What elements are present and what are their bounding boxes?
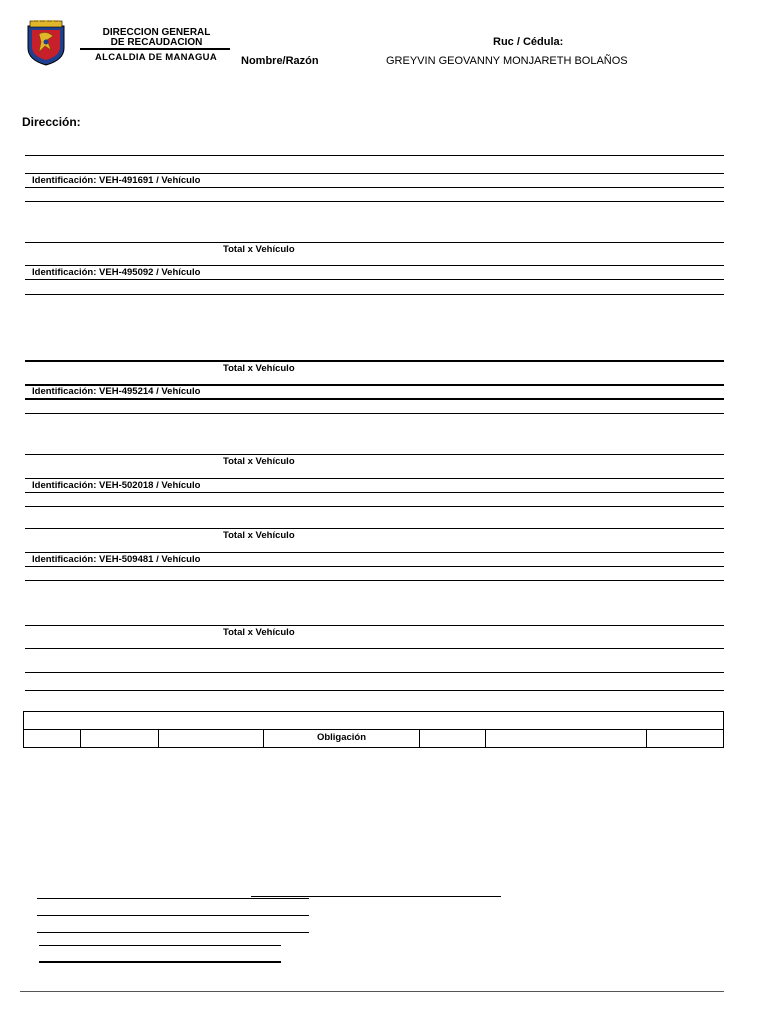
header-divider bbox=[80, 48, 230, 50]
divider-line bbox=[25, 528, 724, 529]
obligations-table bbox=[23, 711, 724, 748]
divider-line bbox=[25, 265, 724, 266]
managua-crest-icon bbox=[25, 20, 67, 66]
divider-line bbox=[25, 201, 724, 202]
vehicle-identification: Identificación: VEH-495092 / Vehículo bbox=[32, 267, 201, 278]
divider-line bbox=[25, 413, 724, 414]
vehicle-total-label: Total x Vehículo bbox=[223, 530, 295, 541]
divider-line bbox=[25, 155, 724, 156]
divider-line bbox=[25, 478, 724, 479]
table-cell bbox=[486, 730, 647, 748]
org-line-3: ALCALDIA DE MANAGUA bbox=[95, 52, 217, 63]
divider-line bbox=[25, 173, 724, 174]
footer-divider bbox=[20, 991, 724, 992]
table-cell bbox=[647, 730, 723, 748]
divider-line bbox=[25, 454, 724, 455]
signature-line bbox=[251, 896, 501, 897]
signature-line bbox=[37, 915, 309, 916]
divider-line bbox=[25, 580, 724, 581]
divider-line bbox=[25, 492, 724, 493]
vehicle-total-label: Total x Vehículo bbox=[223, 363, 295, 374]
vehicle-identification: Identificación: VEH-491691 / Vehículo bbox=[32, 175, 201, 186]
org-line-2: DE RECAUDACION bbox=[110, 37, 203, 48]
address-label: Dirección: bbox=[22, 115, 81, 129]
vehicle-total-label: Total x Vehículo bbox=[223, 456, 295, 467]
name-label: Nombre/Razón bbox=[241, 55, 319, 67]
table-cell bbox=[264, 730, 420, 748]
signature-line bbox=[37, 898, 309, 899]
divider-line bbox=[25, 360, 724, 362]
table-cell bbox=[81, 730, 159, 748]
divider-line bbox=[25, 506, 724, 507]
divider-line bbox=[25, 625, 724, 626]
divider-line bbox=[25, 566, 724, 567]
vehicle-total-label: Total x Vehículo bbox=[223, 244, 295, 255]
divider-line bbox=[25, 552, 724, 553]
signature-line bbox=[39, 961, 281, 963]
obligation-column-header: Obligación bbox=[316, 732, 367, 743]
divider-line bbox=[25, 294, 724, 295]
table-cell bbox=[159, 730, 264, 748]
name-value: GREYVIN GEOVANNY MONJARETH BOLAÑOS bbox=[386, 55, 628, 67]
divider-line bbox=[25, 187, 724, 188]
table-cell bbox=[420, 730, 486, 748]
table-cell bbox=[24, 730, 81, 748]
vehicle-identification: Identificación: VEH-502018 / Vehículo bbox=[32, 480, 201, 491]
vehicle-identification: Identificación: VEH-495214 / Vehículo bbox=[32, 386, 201, 397]
vehicle-total-label: Total x Vehículo bbox=[223, 627, 295, 638]
signature-line bbox=[39, 945, 281, 946]
vehicle-identification: Identificación: VEH-509481 / Vehículo bbox=[32, 554, 201, 565]
divider-line bbox=[25, 690, 724, 691]
divider-line bbox=[25, 672, 724, 673]
divider-line bbox=[25, 279, 724, 280]
divider-line bbox=[25, 242, 724, 243]
divider-line bbox=[25, 648, 724, 649]
obligations-header-row bbox=[24, 729, 723, 748]
signature-line bbox=[37, 932, 309, 933]
org-line-1: DIRECCION GENERAL bbox=[102, 27, 211, 38]
divider-line bbox=[25, 398, 724, 400]
ruc-label: Ruc / Cédula: bbox=[493, 36, 564, 48]
